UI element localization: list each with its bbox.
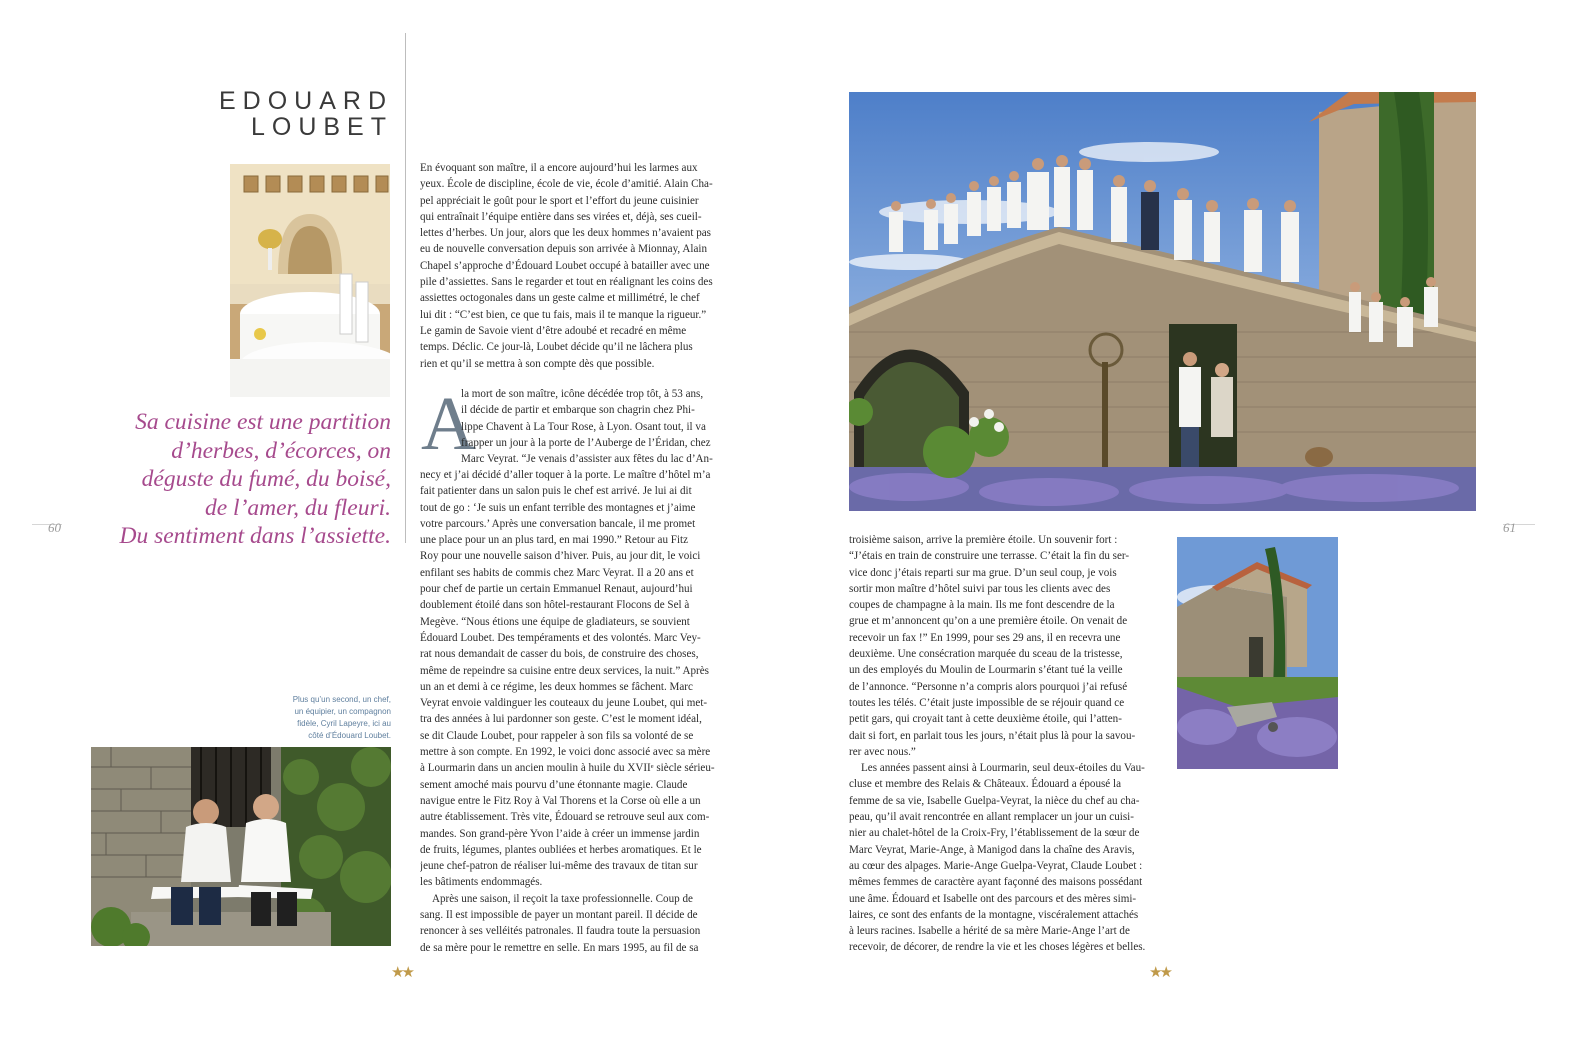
text-line: mêmes femmes de caractère ayant façonné des maisons possédant xyxy=(849,876,1143,889)
text-line: Les années passent ainsi à Lourmarin, seul deux-étoiles du Vau- xyxy=(861,762,1145,775)
text-line: lippe Chavent à La Tour Rose, à Lyon. Osant tout, il va xyxy=(461,420,706,433)
text-line: enfilant ses habits de commis chez Marc Veyrat. Il a 20 ans et xyxy=(420,566,694,579)
text-line: En évoquant son maître, il a encore aujourd’hui les larmes aux xyxy=(420,162,698,174)
text-line: cluse et membre des Relais & Châteaux. Édouard a épousé la xyxy=(849,778,1122,791)
text-line: vice donc j’étais reparti sur ma grue. D’un seul coup, je vois xyxy=(849,566,1117,579)
text-line: il décide de partir et embarque son chagrin chez Phi- xyxy=(461,404,695,417)
text-line: pour chef de partie un certain Emmanuel Renaut, aujourd’hui xyxy=(420,583,693,596)
text-line: deuxième. Une consécration marquée du sceau de la tristesse, xyxy=(849,648,1123,661)
text-line: laires, ce sont des enfants de la montagne, viscéralement attachés xyxy=(849,908,1139,921)
caption-line: fidèle, Cyril Lapeyre, ici au xyxy=(297,719,391,728)
text-line: navigue entre le Fitz Roy à Val Thorens et la Corse où elle a un xyxy=(420,794,701,807)
article-column-1-indented xyxy=(461,386,719,467)
caption-line: un équipier, un compagnon xyxy=(294,707,391,716)
drop-cap: A xyxy=(421,382,476,466)
text-line: à leurs racines. Isabelle a hérité de sa mère Marie-Ange l’art de xyxy=(849,925,1130,938)
pull-quote-line: d’herbes, d’écorces, on xyxy=(171,437,391,464)
stars-ornament-right xyxy=(1149,966,1170,980)
text-line: les bâtiments endommagés. xyxy=(420,876,543,889)
text-line: votre parcours.’ Après une conversation bancale, il me promet xyxy=(420,517,696,530)
text-line: Marc Veyrat. “Je venais d’assister aux fêtes du lac d’An- xyxy=(461,453,713,466)
text-line: de sa mère pour le remettre en selle. En mars 1995, au fil de sa xyxy=(420,941,699,954)
text-line: autre établissement. Très vite, Édouard se retrouve seul aux com- xyxy=(420,811,710,824)
text-line: assiettes octogonales dans un geste calme et millimétré, le chef xyxy=(420,292,700,305)
stars-ornament-left xyxy=(391,966,412,980)
page-number-right: 61 xyxy=(1503,520,1516,535)
text-line: de fruits, légumes, plantes oubliées et herbes aromatiques. Et le xyxy=(420,843,702,856)
text-line: Marc Veyrat, Marie-Ange, à Manigod dans la chaîne des Aravis, xyxy=(849,843,1135,856)
text-line: se dit Claude Loubet, pour rappeler à son fils sa volonté de se xyxy=(420,729,694,742)
photo-caption xyxy=(285,694,391,742)
text-line: un des employés du Moulin de Lourmarin s’étant tué la veille xyxy=(849,664,1123,677)
text-line: frapper un jour à la porte de l’Auberge de l’Éridan, chez xyxy=(461,436,711,449)
text-line: tout de go : ‘Je suis un enfant terrible des montagnes et j’aime xyxy=(420,501,696,514)
text-line: même de repeindre sa cuisine entre deux services, la nuit.” Après xyxy=(420,664,709,677)
pull-quote xyxy=(100,408,391,551)
text-line: peau, qu’il avait rencontrée en allant remplacer un jour un cuisi- xyxy=(849,811,1134,824)
text-line: qui entraînait l’équipe entière dans ses virées et, déjà, ses cueil- xyxy=(420,210,702,223)
pull-quote-line: Du sentiment dans l’assiette. xyxy=(119,523,391,549)
text-line: au cœur des alpages. Marie-Ange Guelpa-Veyrat, Claude Loubet : xyxy=(849,859,1143,872)
text-line: eu de nouvelle conversation depuis son arrivée à Mionnay, Alain xyxy=(420,243,708,256)
text-line: sang. Il est impossible de payer un montant pareil. Il décide de xyxy=(420,909,698,922)
team-on-terrace-photo xyxy=(849,92,1476,511)
text-line: “J’étais en train de construire une terrasse. C’était la fin du ser- xyxy=(849,550,1130,563)
pull-quote-line: déguste du fumé, du boisé, xyxy=(141,466,391,492)
text-line: une place pour un an plus tard, en mai 1990.” Retour au Fitz xyxy=(420,534,689,547)
stone-house-lavender-photo xyxy=(1177,537,1338,769)
text-line: femme de sa vie, Isabelle Guelpa-Veyrat, la nièce du chef au cha- xyxy=(849,794,1140,807)
article-column-1-continued xyxy=(420,467,719,956)
article-column-2 xyxy=(849,532,1148,956)
two-chefs-photo xyxy=(91,747,391,946)
text-line: Le gamin de Savoie vient d’être adoubé et recadré en même xyxy=(420,324,687,337)
text-line: petit gars, qui croyait tant à cette deuxième étoile, qui l’atten- xyxy=(849,713,1122,726)
title-last-name: LOUBET xyxy=(250,113,393,141)
text-line: recevoir, de décorer, de rendre la vie et les choses légères et belles. xyxy=(849,941,1146,954)
text-line: recevoir un fax !” En 1999, pour ses 29 ans, il en recevra une xyxy=(849,631,1121,644)
text-line: troisième saison, arrive la première étoile. Un souvenir fort : xyxy=(849,534,1118,546)
text-line: grue et m’annoncent qu’on a une première étoile. On venait de xyxy=(849,615,1128,628)
text-line: lettes d’herbes. Un jour, alors que les deux hommes n’avaient pas xyxy=(420,227,711,240)
text-line: un an et demi à ce régime, les deux hommes se fâchent. Marc xyxy=(420,680,693,693)
text-line: temps. Déclic. Ce jour-là, Loubet décide qu’il ne lâchera plus xyxy=(420,341,693,354)
text-line: necy et j’ai décidé d’aller toquer à la porte. Le maître d’hôtel m’a xyxy=(420,469,711,481)
star-icon: ★★ xyxy=(391,965,412,981)
text-line: dait si fort, en parlait tous les jours, n’était plus là pour la savou- xyxy=(849,729,1136,742)
text-line: Veyrat envoie valdinguer les couteaux du jeune Loubet, qui met- xyxy=(420,697,708,710)
text-line: doublement étoilé dans son hôtel-restaurant Flocons de Sel à xyxy=(420,599,690,612)
text-line: rien et qu’il se mettra à son compte dès que possible. xyxy=(420,357,655,370)
text-line: Roy pour une nouvelle saison d’hiver. Puis, au jour dit, le voici xyxy=(420,550,701,563)
dining-room-photo xyxy=(230,164,390,397)
text-line: à Lourmarin dans un ancien moulin à huile du XVIIᵉ siècle sérieu- xyxy=(420,762,715,775)
caption-line: côté d’Édouard Loubet. xyxy=(308,731,391,740)
text-line: sortir mon maître d’hôtel suivi par tous les clients avec des xyxy=(849,582,1111,595)
text-line: fait patienter dans un salon puis le chef est arrivé. Je lui ai dit xyxy=(420,485,692,498)
text-line: jeune chef-patron de réaliser lui-même des travaux de titan sur xyxy=(420,860,698,873)
text-line: une âme. Édouard et Isabelle ont des parcours et des mères simi- xyxy=(849,892,1137,905)
text-line: toutes les télés. C’était juste impossible de se réjouir quand ce xyxy=(849,696,1125,709)
text-line: mettre à son compte. En 1992, le voici donc associé avec sa mère xyxy=(420,746,711,759)
text-line: pile d’assiettes. Sans le regarder et tout en réalignant les coins des xyxy=(420,276,713,289)
pull-quote-line: Sa cuisine est une partition xyxy=(135,409,391,435)
pull-quote-line: de l’amer, du fleuri. xyxy=(204,494,391,521)
chef-name-title xyxy=(150,88,393,140)
text-line: de l’annonce. “Personne n’a compris alors pourquoi j’ai refusé xyxy=(849,680,1128,693)
text-line: renoncer à ses velléités patronales. Il faudra toute la persuasion xyxy=(420,925,701,938)
caption-line: Plus qu’un second, un chef, xyxy=(292,695,391,704)
text-line: Chapel s’approche d’Édouard Loubet occupé à batailler avec une xyxy=(420,259,710,272)
text-line: coupes de champagne à la main. Ils me font descendre de la xyxy=(849,599,1115,612)
text-line: mandes. Son grand-père Yvon l’aide à créer un immense jardin xyxy=(420,827,700,840)
text-line: nier au chalet-hôtel de la Croix-Fry, l’établissement de la sœur de xyxy=(849,827,1140,840)
text-line: Après une saison, il reçoit la taxe professionnelle. Coup de xyxy=(432,892,693,905)
title-first-name: EDOUARD xyxy=(218,87,393,115)
star-icon: ★★ xyxy=(1149,965,1170,981)
text-line: yeux. École de discipline, école de vie, école d’amitié. Alain Cha- xyxy=(420,178,713,191)
text-line: Megève. “Nous étions une équipe de gladiateurs, se souvient xyxy=(420,615,690,628)
text-line: sement amoché mais pourvu d’une étonnante magie. Claude xyxy=(420,778,688,791)
vertical-rule xyxy=(405,33,406,543)
text-line: pel appréciait le goût pour le sport et l’effort du jeune cuisinier xyxy=(420,194,699,207)
text-line: la mort de son maître, icône décédée trop tôt, à 53 ans, xyxy=(461,388,704,400)
text-line: Édouard Loubet. Des tempéraments et des volontés. Marc Vey- xyxy=(420,631,701,644)
text-line: tra des années à lui pardonner son geste. C’est le moment idéal, xyxy=(420,713,702,726)
text-line: lui dit : “C’est bien, ce que tu fais, mais il te manque la rigueur.” xyxy=(420,308,707,321)
page-number-left: 60 xyxy=(48,520,61,535)
text-line: rer avec nous.” xyxy=(849,745,916,758)
article-column-1 xyxy=(420,160,719,372)
text-line: rat nous demandait de casser du bois, de construire des choses, xyxy=(420,648,699,661)
